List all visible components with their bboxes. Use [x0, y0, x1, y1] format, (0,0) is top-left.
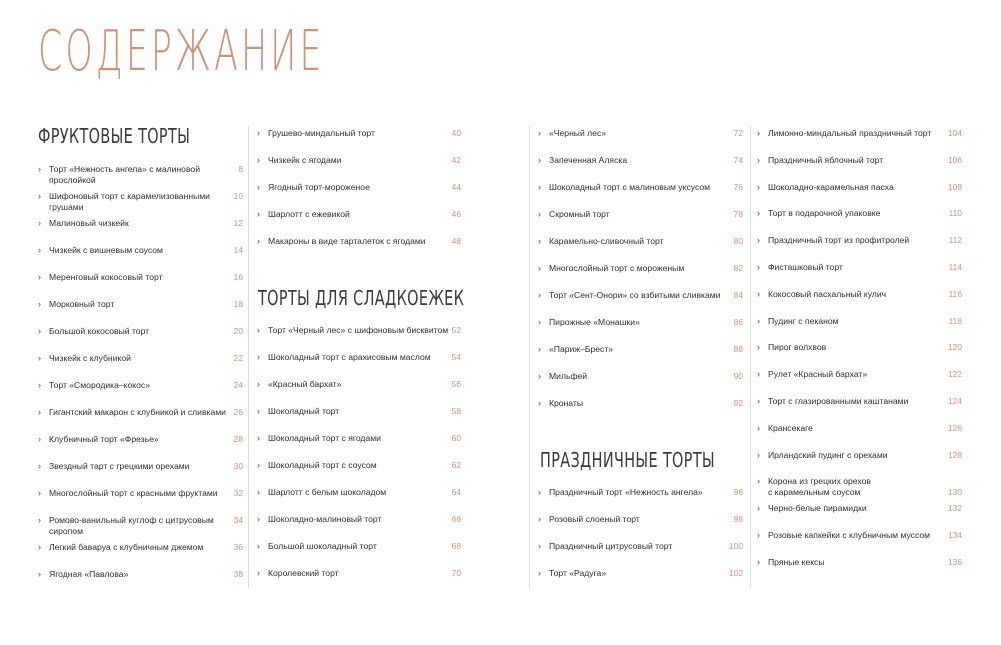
toc-entry-label: Карамельно-сливочный торт — [549, 236, 664, 246]
toc-entry[interactable] — [257, 460, 461, 471]
toc-entry-label: Рулет «Красный бархат» — [768, 369, 868, 380]
toc-entry[interactable] — [757, 449, 962, 461]
toc-entry-label: Ягодная «Павлова» — [49, 569, 129, 579]
toc-page-number: 104 — [948, 128, 962, 138]
toc-entry-label: Торт «Радуга» — [549, 568, 607, 578]
toc-entry[interactable] — [757, 208, 962, 219]
toc-entry[interactable] — [257, 182, 461, 193]
column-divider — [750, 126, 751, 588]
toc-page-number: 136 — [948, 556, 962, 567]
chevron-right-icon: › — [538, 514, 541, 524]
toc-page-number: 86 — [733, 317, 743, 327]
toc-page-number: 12 — [233, 218, 243, 228]
chevron-right-icon: › — [757, 369, 760, 380]
toc-page-number: 114 — [948, 262, 962, 272]
toc-entry-label: Шоколадный торт — [268, 406, 340, 416]
toc-entry-label: Многослойный торт с красными фруктами — [49, 488, 218, 498]
toc-entry[interactable] — [257, 236, 461, 247]
chevron-right-icon: › — [257, 155, 260, 165]
toc-entry[interactable] — [257, 155, 461, 166]
toc-entry[interactable] — [257, 325, 461, 336]
toc-entry[interactable] — [538, 155, 743, 166]
chevron-right-icon: › — [538, 398, 541, 408]
toc-entry-label: Шоколадный торт с ягодами — [268, 433, 381, 443]
toc-entry[interactable] — [757, 422, 962, 434]
toc-entry[interactable] — [757, 288, 962, 300]
toc-entry-label: Шоколадный торт с арахисовым маслом — [268, 352, 431, 362]
toc-entry-label: Грушево-миндальный торт — [268, 128, 375, 138]
chevron-right-icon: › — [38, 515, 41, 525]
chevron-right-icon: › — [257, 514, 260, 524]
toc-page-number: 46 — [451, 209, 461, 219]
toc-page-number: 126 — [948, 422, 962, 433]
toc-entry-label: Легкий баваруа с клубничным джемом — [49, 542, 204, 552]
toc-entry-label: Гигантский макарон с клубникой и сливками — [49, 407, 226, 417]
toc-entry[interactable] — [38, 191, 243, 213]
toc-page-number: 54 — [451, 352, 461, 362]
toc-entry-label: Чизкейк с ягодами — [268, 155, 342, 165]
toc-entry[interactable] — [757, 369, 962, 380]
chevron-right-icon: › — [38, 326, 41, 336]
toc-page-number: 48 — [451, 236, 461, 246]
toc-entry-label: Фисташковый торт — [768, 262, 843, 272]
chevron-right-icon: › — [38, 218, 41, 228]
toc-page-number: 16 — [233, 272, 243, 282]
toc-page-number: 40 — [451, 128, 461, 138]
section-title-sweet: ТОРТЫ ДЛЯ СЛАДКОЕЖЕК — [258, 286, 465, 310]
toc-entry[interactable] — [757, 128, 962, 139]
toc-entry-label: Шоколадно-карамельная пасха — [768, 181, 894, 192]
toc-entry[interactable] — [257, 352, 461, 363]
toc-entry-label: Ягодный торт-мороженое — [268, 182, 370, 192]
chevron-right-icon: › — [38, 299, 41, 309]
toc-entry-label: Шарлотт с белым шоколадом — [268, 487, 387, 497]
toc-page-number: 78 — [733, 209, 743, 219]
chevron-right-icon: › — [38, 245, 41, 255]
toc-entry[interactable] — [38, 272, 243, 283]
toc-entry[interactable] — [757, 530, 962, 541]
chevron-right-icon: › — [538, 487, 541, 497]
chevron-right-icon: › — [757, 503, 760, 514]
toc-entry-label: Большой шоколадный торт — [268, 541, 377, 551]
toc-entry-label: Праздничный торт «Нежность ангела» — [549, 487, 703, 497]
toc-entry-label: Многослойный торт с мороженым — [549, 263, 685, 273]
chevron-right-icon: › — [38, 191, 41, 201]
toc-page-number: 110 — [948, 208, 962, 219]
toc-page-number: 18 — [233, 299, 243, 309]
toc-entry-label: Меренговый кокосовый торт — [49, 272, 163, 282]
toc-entry-label: Торт «Смородика–кокос» — [49, 380, 150, 390]
toc-page-number: 122 — [948, 369, 962, 380]
chevron-right-icon: › — [38, 542, 41, 552]
toc-entry-label: Торт в подарочной упаковке — [768, 208, 881, 219]
toc-entry[interactable] — [257, 568, 461, 579]
toc-page-number: 22 — [233, 353, 243, 363]
toc-entry-label: Корона из грецких орехов с карамельным соусом — [768, 476, 871, 498]
toc-entry-label: Праздничный цитрусовый торт — [549, 541, 673, 551]
chevron-right-icon: › — [757, 396, 760, 406]
chevron-right-icon: › — [538, 155, 541, 165]
toc-entry-label: Большой кокосовый торт — [49, 326, 150, 336]
chevron-right-icon: › — [38, 569, 41, 579]
chevron-right-icon: › — [257, 568, 260, 578]
toc-entry[interactable] — [757, 476, 962, 498]
chevron-right-icon: › — [757, 449, 760, 460]
chevron-right-icon: › — [538, 344, 541, 354]
chevron-right-icon: › — [257, 182, 260, 192]
toc-page-number: 42 — [451, 155, 461, 165]
toc-page-number: 112 — [948, 235, 962, 246]
toc-entry[interactable] — [538, 487, 743, 498]
toc-entry[interactable] — [757, 503, 962, 514]
toc-page-number: 80 — [733, 236, 743, 246]
chevron-right-icon: › — [257, 325, 260, 335]
toc-entry-label: Шарлотт с ежевикой — [268, 209, 350, 219]
toc-page-number: 84 — [733, 290, 743, 300]
toc-entry[interactable] — [38, 326, 243, 337]
toc-entry[interactable] — [538, 344, 743, 355]
toc-entry-label: Ромово-ванильный куглоф с цитрусовым сиропом — [49, 515, 214, 536]
chevron-right-icon: › — [538, 371, 541, 381]
toc-page-number: 82 — [733, 263, 743, 273]
toc-page-number: 128 — [948, 449, 962, 460]
toc-entry[interactable] — [38, 353, 243, 364]
chevron-right-icon: › — [38, 407, 41, 417]
toc-entry-label: Пирожные «Монашки» — [549, 317, 640, 327]
chevron-right-icon: › — [38, 380, 41, 390]
toc-entry[interactable] — [38, 245, 243, 256]
toc-entry[interactable] — [757, 262, 962, 273]
chevron-right-icon: › — [757, 181, 760, 192]
toc-entry[interactable] — [757, 342, 962, 353]
toc-entry-label: Запеченная Аляска — [549, 155, 628, 165]
toc-entry[interactable] — [38, 407, 243, 418]
chevron-right-icon: › — [757, 128, 760, 138]
toc-page-number: 28 — [233, 434, 243, 444]
page-title: СОДЕРЖАНИЕ — [38, 19, 325, 84]
toc-entry[interactable] — [757, 235, 962, 246]
chevron-right-icon: › — [38, 353, 41, 363]
toc-page-number: 60 — [451, 433, 461, 443]
toc-entry[interactable] — [538, 568, 743, 579]
toc-page-number: 70 — [451, 568, 461, 578]
toc-entry[interactable] — [257, 379, 461, 390]
toc-page-number: 44 — [451, 182, 461, 192]
toc-page-number: 62 — [451, 460, 461, 470]
toc-page-number: 56 — [451, 379, 461, 389]
chevron-right-icon: › — [757, 235, 760, 246]
chevron-right-icon: › — [538, 128, 541, 138]
toc-entry[interactable] — [538, 236, 743, 247]
toc-entry[interactable] — [38, 218, 243, 229]
toc-entry[interactable] — [257, 406, 461, 417]
toc-entry[interactable] — [538, 317, 743, 328]
toc-entry[interactable] — [538, 263, 743, 274]
toc-entry-label: Кронаты — [549, 398, 584, 408]
toc-entry[interactable] — [38, 488, 243, 499]
chevron-right-icon: › — [257, 433, 260, 443]
chevron-right-icon: › — [257, 236, 260, 246]
chevron-right-icon: › — [538, 541, 541, 551]
toc-page-number: 64 — [451, 487, 461, 497]
toc-entry-label: Скромный торт — [549, 209, 610, 219]
toc-entry[interactable] — [38, 164, 243, 186]
chevron-right-icon: › — [757, 422, 760, 433]
toc-entry-label: Мильфей — [549, 371, 588, 381]
toc-entry[interactable] — [38, 515, 243, 537]
toc-page-number: 118 — [948, 315, 962, 326]
toc-entry-label: Праздничный яблочный торт — [768, 154, 884, 165]
toc-page-number: 92 — [733, 398, 743, 408]
toc-entry-label: «Черный лес» — [549, 128, 607, 138]
toc-entry[interactable] — [257, 209, 461, 220]
chevron-right-icon: › — [538, 568, 541, 578]
toc-entry[interactable] — [38, 461, 243, 472]
toc-entry-label: Пирог волхвов — [768, 342, 827, 353]
toc-entry-label: Звездный тарт с грецкими орехами — [49, 461, 190, 471]
toc-entry-label: «Париж–Брест» — [549, 344, 614, 354]
chevron-right-icon: › — [38, 461, 41, 471]
toc-page-number: 96 — [733, 487, 743, 497]
toc-page-number: 36 — [233, 542, 243, 552]
toc-entry-label: Шоколадный торт с малиновым уксусом — [549, 182, 711, 192]
chevron-right-icon: › — [757, 154, 760, 165]
chevron-right-icon: › — [257, 128, 260, 138]
toc-entry-label: Розовый слоеный торт — [549, 514, 640, 524]
toc-entry[interactable] — [538, 128, 743, 139]
toc-entry[interactable] — [538, 371, 743, 382]
chevron-right-icon: › — [257, 460, 260, 470]
toc-page-number: 14 — [233, 245, 243, 255]
toc-entry-label: Шифоновый торт с карамелизованными грушами — [49, 191, 210, 212]
chevron-right-icon: › — [757, 342, 760, 353]
toc-entry[interactable] — [757, 315, 962, 327]
column-divider — [529, 126, 530, 588]
chevron-right-icon: › — [538, 290, 541, 300]
toc-entry-label: Морковный торт — [49, 299, 115, 309]
toc-entry[interactable] — [538, 514, 743, 525]
toc-entry-label: Малиновый чизкейк — [49, 218, 129, 228]
toc-page-number: 30 — [233, 461, 243, 471]
toc-page-number: 26 — [233, 407, 243, 417]
toc-entry-label: Шоколадный торт с соусом — [268, 460, 377, 470]
toc-page-number: 38 — [233, 569, 243, 579]
toc-page-number: 20 — [233, 326, 243, 336]
chevron-right-icon: › — [257, 352, 260, 362]
chevron-right-icon: › — [38, 434, 41, 444]
toc-entry[interactable] — [538, 209, 743, 220]
toc-entry[interactable] — [757, 556, 962, 568]
chevron-right-icon: › — [257, 541, 260, 551]
chevron-right-icon: › — [38, 488, 41, 498]
toc-entry[interactable] — [38, 380, 243, 391]
toc-entry-label: Торт с глазированными каштанами — [768, 396, 909, 406]
toc-entry[interactable] — [257, 128, 461, 139]
toc-entry[interactable] — [538, 398, 743, 409]
chevron-right-icon: › — [38, 272, 41, 282]
toc-page-number: 124 — [948, 396, 962, 406]
toc-page-number: 130 — [948, 487, 962, 498]
toc-page-number: 72 — [733, 128, 743, 138]
toc-entry[interactable] — [538, 541, 743, 552]
column-divider — [248, 126, 249, 588]
toc-entry-label: Чизкейк с клубникой — [49, 353, 131, 363]
toc-entry-label: Клубничный торт «Фрезье» — [49, 434, 159, 444]
chevron-right-icon: › — [538, 317, 541, 327]
section-title-holiday: ПРАЗДНИЧНЫЕ ТОРТЫ — [540, 448, 715, 472]
toc-entry[interactable] — [38, 542, 243, 553]
toc-page-number: 106 — [948, 154, 962, 165]
toc-entry[interactable] — [757, 181, 962, 193]
toc-entry-label: Торт «Сент-Онори» со взбитыми сливками — [549, 290, 721, 300]
chevron-right-icon: › — [538, 236, 541, 246]
section-title-fruit: ФРУКТОВЫЕ ТОРТЫ — [38, 124, 191, 148]
toc-page-number: 102 — [729, 568, 743, 578]
toc-entry-label: Пудинг с пеканом — [768, 315, 839, 326]
toc-entry-label: Праздничный торт из профитролей — [768, 235, 910, 246]
toc-entry-label: Кокосовый пасхальный кулич — [768, 288, 887, 299]
toc-entry[interactable] — [257, 541, 461, 552]
toc-page-number: 100 — [729, 541, 743, 551]
toc-entry[interactable] — [538, 290, 743, 301]
toc-page-number: 134 — [948, 530, 962, 540]
toc-page-number: 116 — [948, 288, 962, 299]
chevron-right-icon: › — [757, 315, 760, 326]
toc-page-number: 52 — [451, 325, 461, 335]
toc-page-number: 68 — [451, 541, 461, 551]
toc-entry-label: Торт «Черный лес» с шифоновым бисквитом — [268, 325, 449, 335]
toc-entry-label: Розовые капкейки с клубничным муссом — [768, 530, 931, 540]
chevron-right-icon: › — [757, 476, 760, 487]
toc-page-number: 8 — [238, 164, 243, 174]
toc-page-number: 98 — [733, 514, 743, 524]
chevron-right-icon: › — [538, 182, 541, 192]
toc-page-number: 58 — [451, 406, 461, 416]
toc-page-number: 34 — [233, 515, 243, 525]
toc-entry[interactable] — [757, 396, 962, 407]
toc-entry[interactable] — [257, 487, 461, 498]
chevron-right-icon: › — [757, 288, 760, 299]
toc-entry[interactable] — [38, 569, 243, 580]
toc-entry-label: Лимонно-миндальный праздничный торт — [768, 128, 932, 138]
toc-page-number: 10 — [233, 191, 243, 201]
toc-page-number: 108 — [948, 181, 962, 192]
toc-page-number: 32 — [233, 488, 243, 498]
toc-entry-label: Пряные кексы — [768, 556, 825, 567]
chevron-right-icon: › — [757, 208, 760, 219]
toc-entry-label: Чизкейк с вишневым соусом — [49, 245, 163, 255]
toc-page-number: 132 — [948, 503, 962, 514]
chevron-right-icon: › — [538, 263, 541, 273]
toc-page-number: 24 — [233, 380, 243, 390]
toc-entry-label: Ирландский пудинг с орехами — [768, 449, 888, 460]
toc-entry-label: «Красный бархат» — [268, 379, 342, 389]
toc-entry-label: Макароны в виде тарталеток с ягодами — [268, 236, 426, 246]
toc-page-number: 90 — [733, 371, 743, 381]
toc-entry[interactable] — [257, 433, 461, 444]
chevron-right-icon: › — [538, 209, 541, 219]
toc-page-number: 66 — [451, 514, 461, 524]
chevron-right-icon: › — [757, 262, 760, 272]
toc-entry-label: Черно-белые пирамидки — [768, 503, 867, 514]
toc-entry-label: Крансекаге — [768, 422, 813, 433]
chevron-right-icon: › — [757, 556, 760, 567]
chevron-right-icon: › — [38, 164, 41, 174]
toc-entry[interactable] — [757, 154, 962, 166]
toc-entry-label: Шоколадно-малиновый торт — [268, 514, 382, 524]
toc-entry-label: Торт «Нежность ангела» с малиновой прослойкой — [49, 164, 200, 185]
toc-entry[interactable] — [38, 434, 243, 445]
chevron-right-icon: › — [757, 530, 760, 540]
toc-page-number: 88 — [733, 344, 743, 354]
toc-page-number: 76 — [733, 182, 743, 192]
chevron-right-icon: › — [257, 406, 260, 416]
toc-entry[interactable] — [257, 514, 461, 525]
toc-page-number: 120 — [948, 342, 962, 353]
toc-page-number: 74 — [733, 155, 743, 165]
chevron-right-icon: › — [257, 379, 260, 389]
chevron-right-icon: › — [257, 487, 260, 497]
toc-entry[interactable] — [538, 182, 743, 193]
chevron-right-icon: › — [257, 209, 260, 219]
toc-entry-label: Королевский торт — [268, 568, 339, 578]
toc-entry[interactable] — [38, 299, 243, 310]
